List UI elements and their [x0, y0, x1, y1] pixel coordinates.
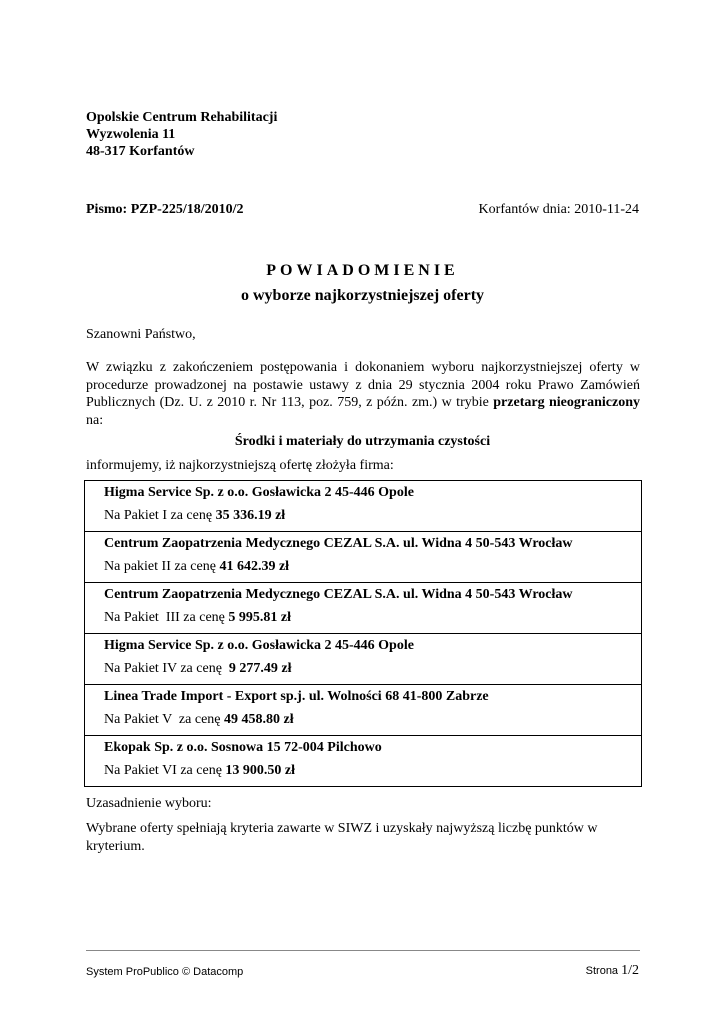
- offer-row: [85, 634, 641, 685]
- offer-price-line: [104, 661, 292, 677]
- footer-page: [586, 963, 639, 979]
- sender-name: Opolskie Centrum Rehabilitacji: [86, 110, 278, 125]
- offer-firm: Linea Trade Import - Export sp.j. ul. Wolności 68 41-800 Zabrze: [104, 689, 489, 704]
- offer-row: [85, 583, 641, 634]
- offer-price-line: [104, 559, 289, 575]
- offer-row: [85, 736, 641, 786]
- footer-system: System ProPublico © Datacomp: [86, 966, 244, 978]
- sender-street: Wyzwolenia 11: [86, 127, 176, 142]
- document-title: POWIADOMIENIE: [266, 262, 459, 279]
- offer-price: 5 995.81 zł: [228, 610, 291, 625]
- offer-price-label: Na Pakiet I za cenę: [104, 508, 216, 523]
- offer-firm: Centrum Zaopatrzenia Medycznego CEZAL S.A. ul. Widna 4 50-543 Wrocław: [104, 536, 573, 551]
- offer-price-label: Na Pakiet III za cenę: [104, 610, 229, 625]
- footer-page-number: 1/2: [621, 963, 639, 978]
- footer-page-label: Strona: [585, 965, 622, 977]
- offer-price-line: [104, 508, 285, 524]
- offer-firm: Higma Service Sp. z o.o. Gosławicka 2 45-446 Opole: [104, 485, 414, 500]
- greeting: Szanowni Państwo,: [86, 327, 196, 342]
- footer-divider: [86, 950, 640, 951]
- offer-price: 9 277.49 zł: [228, 661, 292, 676]
- procurement-subject: Środki i materiały do utrzymania czystości: [234, 434, 491, 449]
- offer-price: 41 642.39 zł: [219, 559, 290, 574]
- offer-row: [85, 685, 641, 736]
- offer-row: [85, 481, 641, 532]
- offer-price-line: [104, 763, 295, 779]
- offer-firm: Higma Service Sp. z o.o. Gosławicka 2 45-446 Opole: [104, 638, 414, 653]
- offer-price-line: [104, 610, 291, 626]
- offer-firm: Ekopak Sp. z o.o. Sosnowa 15 72-004 Pilchowo: [104, 740, 382, 755]
- sender-address: [86, 109, 277, 160]
- offer-firm: Centrum Zaopatrzenia Medycznego CEZAL S.A. ul. Widna 4 50-543 Wrocław: [104, 587, 573, 602]
- offer-price: 13 900.50 zł: [225, 763, 296, 778]
- offer-price-line: [104, 712, 294, 728]
- offers-table: [84, 480, 642, 787]
- offer-price-label: Na pakiet II za cenę: [104, 559, 220, 574]
- procedure-mode: przetarg nieograniczony: [493, 395, 640, 410]
- justification-heading: Uzasadnienie wyboru:: [86, 796, 212, 811]
- justification-text: Wybrane oferty spełniają kryteria zawarte w SIWZ i uzyskały najwyższą liczbę punktów w kryterium.: [86, 821, 598, 854]
- intro-paragraph: [86, 359, 640, 429]
- offer-price-label: Na Pakiet V za cenę: [104, 712, 224, 727]
- offer-row: [85, 532, 641, 583]
- inform-line: informujemy, iż najkorzystniejszą ofertę złożyła firma:: [86, 458, 394, 473]
- letter-reference: Pismo: PZP-225/18/2010/2: [86, 202, 244, 217]
- intro-text: W związku z zakończeniem postępowania i dokonaniem wyboru najkorzystniejszej oferty w procedurze prowadzonej na postawie ustawy z dnia 29 stycznia 2004 roku Prawo Zamówień Publicznych (Dz. U. z 2010 r. Nr 113, poz. 759, z późn. zm.) w trybie: [86, 360, 640, 410]
- document-subtitle: o wyborze najkorzystniejszej oferty: [240, 287, 485, 304]
- offer-price: 49 458.80 zł: [224, 712, 294, 727]
- offer-price-label: Na Pakiet VI za cenę: [104, 763, 226, 778]
- offer-price: 35 336.19 zł: [215, 508, 286, 523]
- sender-city: 48-317 Korfantów: [86, 144, 195, 159]
- intro-suffix: na:: [86, 412, 104, 428]
- offer-price-label: Na Pakiet IV za cenę: [104, 661, 229, 676]
- letter-date: Korfantów dnia: 2010-11-24: [478, 202, 639, 217]
